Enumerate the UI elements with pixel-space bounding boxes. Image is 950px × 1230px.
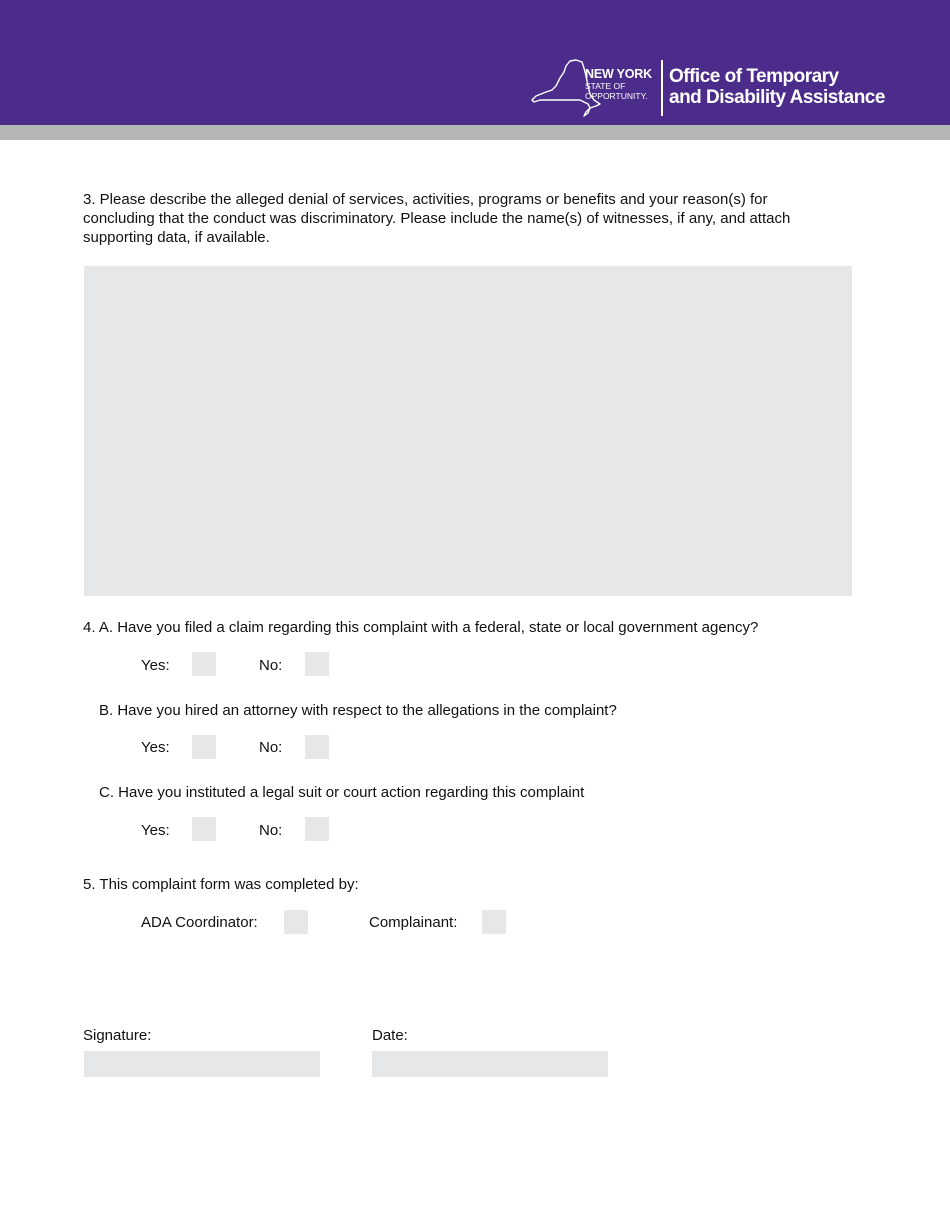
logo-divider: [661, 60, 663, 116]
brand-line-3: OPPORTUNITY.: [585, 91, 648, 101]
agency-name-line-2: and Disability Assistance: [669, 87, 885, 108]
question-4b-text: B. Have you hired an attorney with respect to the allegations in the complaint?: [99, 702, 617, 719]
question-3-text: 3. Please describe the alleged denial of services, activities, programs or benefits and your reason(s) for concluding that the conduct was discriminatory. Please include the name(s) of witnesses, if any, and attach supporting data, if available.: [83, 191, 791, 246]
question-4a-yes-checkbox[interactable]: [192, 652, 216, 676]
brand-line-2: STATE OF: [585, 81, 626, 91]
complainant-label: Complainant:: [369, 914, 458, 931]
question-4a-yes-label: Yes:: [141, 657, 170, 674]
question-4a-no-label: No:: [259, 657, 283, 674]
brand-subtitle: [585, 81, 648, 101]
question-4b-no-checkbox[interactable]: [305, 735, 329, 759]
question-4b-no-label: No:: [259, 739, 283, 756]
question-4b-yes-checkbox[interactable]: [192, 735, 216, 759]
agency-name: [669, 66, 885, 108]
brand-title: NEW YORK: [585, 67, 652, 81]
question-4c-yes-label: Yes:: [141, 822, 170, 839]
question-4c-yes-checkbox[interactable]: [192, 817, 216, 841]
question-4a-no-checkbox[interactable]: [305, 652, 329, 676]
question-4c-text: C. Have you instituted a legal suit or court action regarding this complaint: [99, 784, 585, 801]
complainant-checkbox[interactable]: [482, 910, 506, 934]
date-field[interactable]: [372, 1051, 608, 1077]
signature-label: Signature:: [83, 1027, 152, 1044]
agency-name-line-1: Office of Temporary: [669, 66, 839, 87]
date-label: Date:: [372, 1027, 408, 1044]
agency-logo: [530, 56, 900, 120]
header-stripe: [0, 125, 950, 140]
description-textarea[interactable]: [84, 266, 852, 596]
page-header: [0, 0, 950, 125]
question-4a-text: 4. A. Have you filed a claim regarding this complaint with a federal, state or local government agency?: [83, 619, 759, 636]
ada-coordinator-checkbox[interactable]: [284, 910, 308, 934]
signature-field[interactable]: [84, 1051, 320, 1077]
question-4b-yes-label: Yes:: [141, 739, 170, 756]
ada-coordinator-label: ADA Coordinator:: [141, 914, 258, 931]
question-4c-no-checkbox[interactable]: [305, 817, 329, 841]
question-4c-no-label: No:: [259, 822, 283, 839]
question-5-text: 5. This complaint form was completed by:: [83, 876, 359, 893]
